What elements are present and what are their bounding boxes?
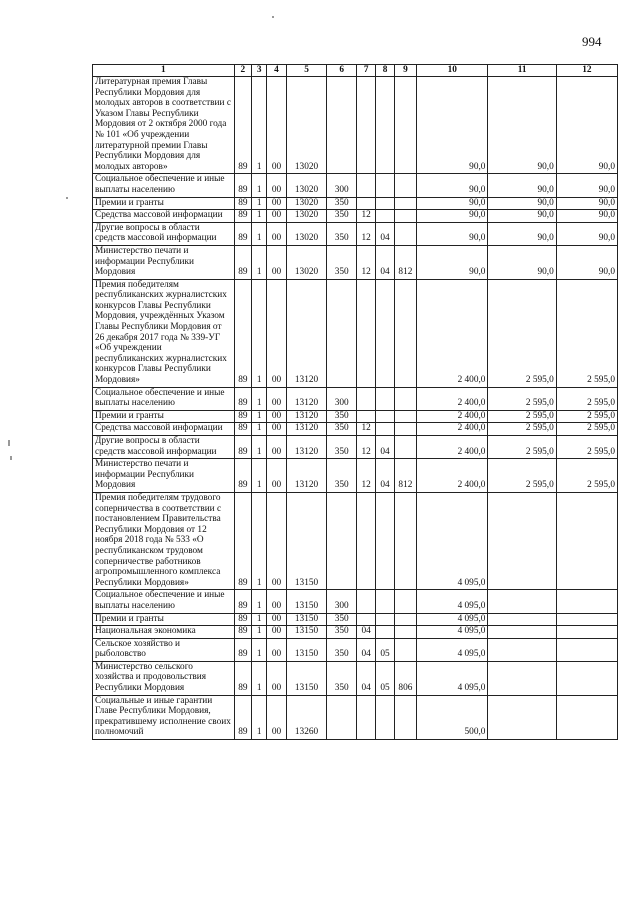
- row-name: Национальная экономика: [93, 626, 235, 639]
- code-cell: [394, 436, 416, 459]
- table-row: [93, 423, 618, 436]
- code-cell: 89: [234, 695, 251, 739]
- code-cell: 300: [327, 590, 357, 613]
- code-cell: [394, 590, 416, 613]
- code-cell: 1: [252, 279, 267, 387]
- header-cell: 5: [286, 65, 327, 77]
- code-cell: 1: [252, 423, 267, 436]
- code-cell: 12: [356, 436, 375, 459]
- code-cell: 00: [267, 210, 286, 223]
- code-cell: 13120: [286, 436, 327, 459]
- amount-cell: 90,0: [488, 174, 556, 197]
- code-cell: 1: [252, 174, 267, 197]
- code-cell: 300: [327, 387, 357, 410]
- code-cell: 1: [252, 410, 267, 423]
- code-cell: 00: [267, 695, 286, 739]
- code-cell: 04: [356, 661, 375, 695]
- amount-cell: 90,0: [556, 222, 617, 245]
- code-cell: 1: [252, 661, 267, 695]
- code-cell: 89: [234, 626, 251, 639]
- code-cell: 13120: [286, 387, 327, 410]
- code-cell: 05: [376, 661, 394, 695]
- row-name: Премия победителям трудового соперничества в соответствии с постановлением Правительства Республики Мордовия от 12 ноября 2018 года № 533 «О республиканском трудовом соперничестве работников агропромышленного комплекса Республики Мордовия»: [93, 492, 235, 589]
- amount-cell: 90,0: [417, 245, 488, 279]
- amount-cell: 2 400,0: [417, 279, 488, 387]
- code-cell: 89: [234, 492, 251, 589]
- amount-cell: 90,0: [488, 210, 556, 223]
- amount-cell: 90,0: [556, 210, 617, 223]
- header-cell: 11: [488, 65, 556, 77]
- code-cell: [394, 210, 416, 223]
- code-cell: [394, 279, 416, 387]
- code-cell: 00: [267, 613, 286, 626]
- amount-cell: 2 400,0: [417, 410, 488, 423]
- amount-cell: 500,0: [417, 695, 488, 739]
- code-cell: 00: [267, 279, 286, 387]
- code-cell: [376, 410, 394, 423]
- table-row: [93, 626, 618, 639]
- code-cell: 89: [234, 613, 251, 626]
- amount-cell: 4 095,0: [417, 492, 488, 589]
- code-cell: 350: [327, 459, 357, 493]
- amount-cell: 2 595,0: [488, 423, 556, 436]
- code-cell: 00: [267, 436, 286, 459]
- scan-speck: [10, 456, 12, 460]
- code-cell: [376, 695, 394, 739]
- code-cell: 89: [234, 174, 251, 197]
- header-cell: 2: [234, 65, 251, 77]
- table-row: [93, 197, 618, 210]
- code-cell: 1: [252, 492, 267, 589]
- amount-cell: 2 595,0: [488, 387, 556, 410]
- code-cell: [394, 423, 416, 436]
- code-cell: 806: [394, 661, 416, 695]
- code-cell: [394, 613, 416, 626]
- code-cell: 13020: [286, 245, 327, 279]
- amount-cell: 90,0: [417, 77, 488, 174]
- code-cell: 350: [327, 661, 357, 695]
- code-cell: [376, 613, 394, 626]
- code-cell: 13020: [286, 197, 327, 210]
- row-name: Министерство сельского хозяйства и продовольствия Республики Мордовия: [93, 661, 235, 695]
- code-cell: 13120: [286, 459, 327, 493]
- code-cell: [356, 613, 375, 626]
- header-cell: 4: [267, 65, 286, 77]
- code-cell: 13150: [286, 613, 327, 626]
- code-cell: 12: [356, 222, 375, 245]
- code-cell: 89: [234, 423, 251, 436]
- amount-cell: 90,0: [417, 197, 488, 210]
- code-cell: [356, 410, 375, 423]
- code-cell: [394, 410, 416, 423]
- amount-cell: 90,0: [417, 222, 488, 245]
- code-cell: 00: [267, 661, 286, 695]
- scan-speck: [66, 197, 68, 199]
- code-cell: [394, 197, 416, 210]
- amount-cell: 90,0: [417, 210, 488, 223]
- code-cell: 13150: [286, 661, 327, 695]
- code-cell: 350: [327, 436, 357, 459]
- code-cell: 350: [327, 245, 357, 279]
- code-cell: 1: [252, 197, 267, 210]
- code-cell: 350: [327, 626, 357, 639]
- amount-cell: 4 095,0: [417, 661, 488, 695]
- table-row: [93, 638, 618, 661]
- code-cell: 350: [327, 423, 357, 436]
- code-cell: 12: [356, 459, 375, 493]
- code-cell: 1: [252, 436, 267, 459]
- code-cell: [356, 77, 375, 174]
- amount-cell: 90,0: [488, 222, 556, 245]
- code-cell: 13120: [286, 423, 327, 436]
- code-cell: 00: [267, 590, 286, 613]
- row-name: Премии и гранты: [93, 613, 235, 626]
- table-row: [93, 410, 618, 423]
- code-cell: 00: [267, 410, 286, 423]
- budget-table: [92, 64, 618, 740]
- code-cell: 05: [376, 638, 394, 661]
- amount-cell: 90,0: [556, 197, 617, 210]
- code-cell: 13120: [286, 410, 327, 423]
- table-row: [93, 210, 618, 223]
- row-name: Премия победителям республиканских журналистских конкурсов Главы Республики Мордовия, учреждённых Указом Главы Республики Мордовия от 26 декабря 2017 года № 339-УГ «Об учреждении республиканских журналистских конкурсов Главы Республики Мордовия»: [93, 279, 235, 387]
- code-cell: 89: [234, 245, 251, 279]
- code-cell: [327, 77, 357, 174]
- amount-cell: 2 595,0: [488, 279, 556, 387]
- row-name: Социальное обеспечение и иные выплаты населению: [93, 387, 235, 410]
- amount-cell: [488, 638, 556, 661]
- amount-cell: [556, 695, 617, 739]
- row-name: Другие вопросы в области средств массовой информации: [93, 222, 235, 245]
- amount-cell: 2 595,0: [556, 436, 617, 459]
- amount-cell: 90,0: [556, 245, 617, 279]
- code-cell: [394, 492, 416, 589]
- code-cell: 1: [252, 638, 267, 661]
- code-cell: 350: [327, 197, 357, 210]
- code-cell: 812: [394, 245, 416, 279]
- code-cell: [376, 423, 394, 436]
- amount-cell: 4 095,0: [417, 638, 488, 661]
- amount-cell: [556, 613, 617, 626]
- table-row: [93, 77, 618, 174]
- code-cell: 350: [327, 210, 357, 223]
- code-cell: 89: [234, 210, 251, 223]
- amount-cell: [556, 661, 617, 695]
- table-row: [93, 222, 618, 245]
- table-row: [93, 695, 618, 739]
- amount-cell: 2 400,0: [417, 459, 488, 493]
- code-cell: 00: [267, 459, 286, 493]
- row-name: Социальное обеспечение и иные выплаты населению: [93, 174, 235, 197]
- row-name: Средства массовой информации: [93, 423, 235, 436]
- amount-cell: [556, 590, 617, 613]
- code-cell: 13150: [286, 626, 327, 639]
- amount-cell: 90,0: [488, 245, 556, 279]
- code-cell: 04: [356, 626, 375, 639]
- code-cell: 00: [267, 626, 286, 639]
- amount-cell: [488, 613, 556, 626]
- row-name: Другие вопросы в области средств массовой информации: [93, 436, 235, 459]
- amount-cell: 90,0: [556, 77, 617, 174]
- code-cell: 00: [267, 423, 286, 436]
- code-cell: 350: [327, 613, 357, 626]
- code-cell: 89: [234, 197, 251, 210]
- code-cell: 89: [234, 436, 251, 459]
- code-cell: 04: [376, 436, 394, 459]
- code-cell: 89: [234, 279, 251, 387]
- code-cell: 00: [267, 638, 286, 661]
- code-cell: 13020: [286, 222, 327, 245]
- code-cell: 00: [267, 174, 286, 197]
- table-row: [93, 459, 618, 493]
- code-cell: [376, 77, 394, 174]
- code-cell: [394, 695, 416, 739]
- code-cell: [327, 279, 357, 387]
- code-cell: [356, 279, 375, 387]
- code-cell: 89: [234, 410, 251, 423]
- code-cell: [376, 626, 394, 639]
- code-cell: 04: [376, 459, 394, 493]
- code-cell: [376, 279, 394, 387]
- code-cell: 13020: [286, 77, 327, 174]
- code-cell: [356, 492, 375, 589]
- row-name: Министерство печати и информации Республики Мордовия: [93, 459, 235, 493]
- header-cell: 6: [327, 65, 357, 77]
- code-cell: 1: [252, 459, 267, 493]
- table-row: [93, 387, 618, 410]
- code-cell: 12: [356, 423, 375, 436]
- amount-cell: 2 595,0: [556, 459, 617, 493]
- code-cell: 12: [356, 210, 375, 223]
- code-cell: 89: [234, 222, 251, 245]
- header-cell: 1: [93, 65, 235, 77]
- table-row: [93, 436, 618, 459]
- amount-cell: 2 595,0: [488, 436, 556, 459]
- code-cell: 00: [267, 197, 286, 210]
- amount-cell: [556, 638, 617, 661]
- code-cell: 89: [234, 387, 251, 410]
- code-cell: [327, 695, 357, 739]
- code-cell: 04: [376, 222, 394, 245]
- row-name: Премии и гранты: [93, 197, 235, 210]
- amount-cell: 2 595,0: [556, 410, 617, 423]
- code-cell: 00: [267, 245, 286, 279]
- code-cell: 812: [394, 459, 416, 493]
- code-cell: 13150: [286, 590, 327, 613]
- table-row: [93, 590, 618, 613]
- code-cell: 1: [252, 210, 267, 223]
- code-cell: 12: [356, 245, 375, 279]
- code-cell: 89: [234, 638, 251, 661]
- header-cell: 12: [556, 65, 617, 77]
- table-row: [93, 613, 618, 626]
- code-cell: 13260: [286, 695, 327, 739]
- row-name: Министерство печати и информации Республики Мордовия: [93, 245, 235, 279]
- amount-cell: 90,0: [488, 197, 556, 210]
- code-cell: 89: [234, 459, 251, 493]
- header-cell: 7: [356, 65, 375, 77]
- amount-cell: [488, 661, 556, 695]
- code-cell: [356, 197, 375, 210]
- code-cell: [394, 174, 416, 197]
- code-cell: 350: [327, 638, 357, 661]
- code-cell: 13020: [286, 210, 327, 223]
- table-row: [93, 492, 618, 589]
- code-cell: [394, 387, 416, 410]
- code-cell: 89: [234, 661, 251, 695]
- amount-cell: 4 095,0: [417, 626, 488, 639]
- table-row: [93, 661, 618, 695]
- code-cell: [356, 590, 375, 613]
- header-cell: 8: [376, 65, 394, 77]
- code-cell: [376, 590, 394, 613]
- code-cell: 89: [234, 590, 251, 613]
- code-cell: 1: [252, 695, 267, 739]
- code-cell: [356, 174, 375, 197]
- header-cell: 9: [394, 65, 416, 77]
- amount-cell: [556, 492, 617, 589]
- code-cell: 1: [252, 590, 267, 613]
- code-cell: 00: [267, 387, 286, 410]
- code-cell: [376, 387, 394, 410]
- table-row: [93, 279, 618, 387]
- amount-cell: [488, 626, 556, 639]
- code-cell: 13150: [286, 638, 327, 661]
- code-cell: 300: [327, 174, 357, 197]
- amount-cell: 2 400,0: [417, 423, 488, 436]
- code-cell: [356, 387, 375, 410]
- amount-cell: 2 595,0: [556, 279, 617, 387]
- code-cell: 13120: [286, 279, 327, 387]
- amount-cell: [488, 695, 556, 739]
- code-cell: 04: [376, 245, 394, 279]
- code-cell: 350: [327, 410, 357, 423]
- code-cell: [356, 695, 375, 739]
- code-cell: 00: [267, 492, 286, 589]
- amount-cell: [488, 492, 556, 589]
- code-cell: 1: [252, 387, 267, 410]
- amount-cell: 2 595,0: [488, 459, 556, 493]
- amount-cell: 2 400,0: [417, 387, 488, 410]
- code-cell: 89: [234, 77, 251, 174]
- amount-cell: 2 595,0: [556, 423, 617, 436]
- scan-speck: [272, 16, 274, 18]
- row-name: Сельское хозяйство и рыболовство: [93, 638, 235, 661]
- amount-cell: 2 595,0: [488, 410, 556, 423]
- code-cell: 350: [327, 222, 357, 245]
- code-cell: [394, 626, 416, 639]
- code-cell: 1: [252, 222, 267, 245]
- row-name: Социальные и иные гарантии Главе Республики Мордовия, прекратившему исполнение своих полномочий: [93, 695, 235, 739]
- amount-cell: 90,0: [488, 77, 556, 174]
- table-row: [93, 174, 618, 197]
- code-cell: [394, 77, 416, 174]
- code-cell: 00: [267, 222, 286, 245]
- code-cell: 1: [252, 77, 267, 174]
- header-cell: 10: [417, 65, 488, 77]
- amount-cell: 2 595,0: [556, 387, 617, 410]
- code-cell: [327, 492, 357, 589]
- page-number: 994: [582, 34, 602, 49]
- code-cell: 1: [252, 613, 267, 626]
- row-name: Премии и гранты: [93, 410, 235, 423]
- table-row: [93, 245, 618, 279]
- amount-cell: 4 095,0: [417, 590, 488, 613]
- code-cell: 1: [252, 626, 267, 639]
- code-cell: [394, 222, 416, 245]
- amount-cell: 90,0: [556, 174, 617, 197]
- header-cell: 3: [252, 65, 267, 77]
- amount-cell: 90,0: [417, 174, 488, 197]
- amount-cell: [556, 626, 617, 639]
- code-cell: 04: [356, 638, 375, 661]
- code-cell: [376, 492, 394, 589]
- row-name: Социальное обеспечение и иные выплаты населению: [93, 590, 235, 613]
- amount-cell: 4 095,0: [417, 613, 488, 626]
- amount-cell: [488, 590, 556, 613]
- code-cell: 13150: [286, 492, 327, 589]
- code-cell: [376, 197, 394, 210]
- code-cell: 00: [267, 77, 286, 174]
- header-row: [93, 65, 618, 77]
- code-cell: 1: [252, 245, 267, 279]
- row-name: Литературная премия Главы Республики Мордовия для молодых авторов в соответствии с Указом Главы Республики Мордовия от 2 октября 2000 года № 101 «Об учреждении литературной премии Главы Республики Мордовия для молодых авторов»: [93, 77, 235, 174]
- code-cell: [376, 210, 394, 223]
- amount-cell: 2 400,0: [417, 436, 488, 459]
- row-name: Средства массовой информации: [93, 210, 235, 223]
- code-cell: [376, 174, 394, 197]
- code-cell: 13020: [286, 174, 327, 197]
- code-cell: [394, 638, 416, 661]
- scan-speck: [8, 440, 10, 446]
